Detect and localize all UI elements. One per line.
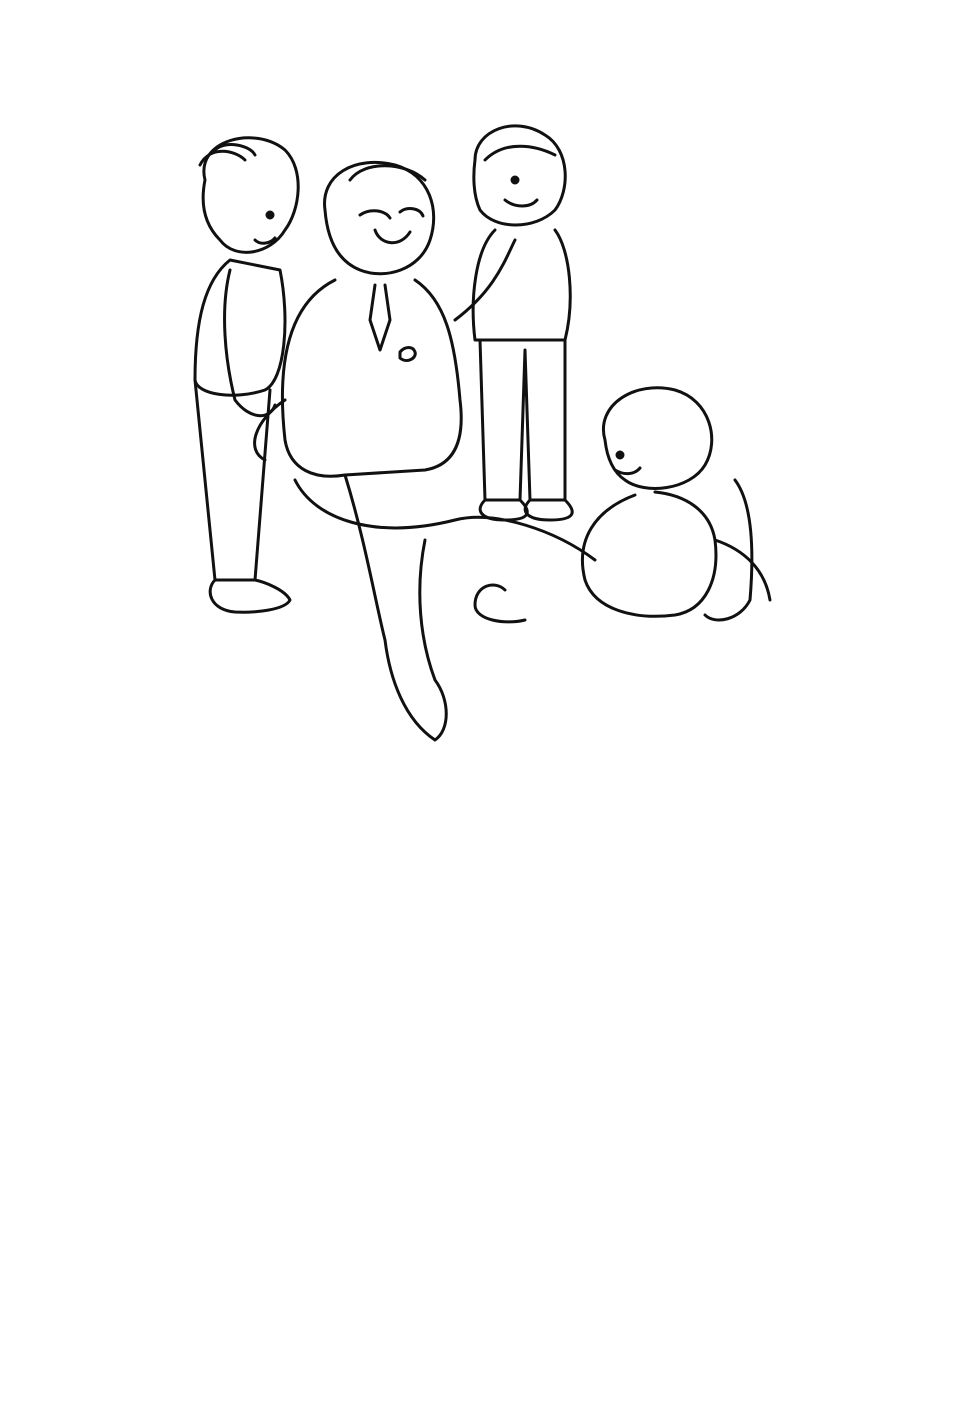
section-zmateni xyxy=(90,1042,890,1048)
sitting-child-figure xyxy=(475,388,770,622)
heart-border-right xyxy=(930,34,960,1374)
heart-border-bottom xyxy=(0,1374,960,1409)
section-zlost xyxy=(90,790,890,796)
heart-border-top xyxy=(0,0,960,34)
heart-border-left xyxy=(0,34,30,1374)
right-boy-figure xyxy=(473,126,572,520)
family-illustration xyxy=(175,120,775,770)
father-figure xyxy=(255,162,595,740)
